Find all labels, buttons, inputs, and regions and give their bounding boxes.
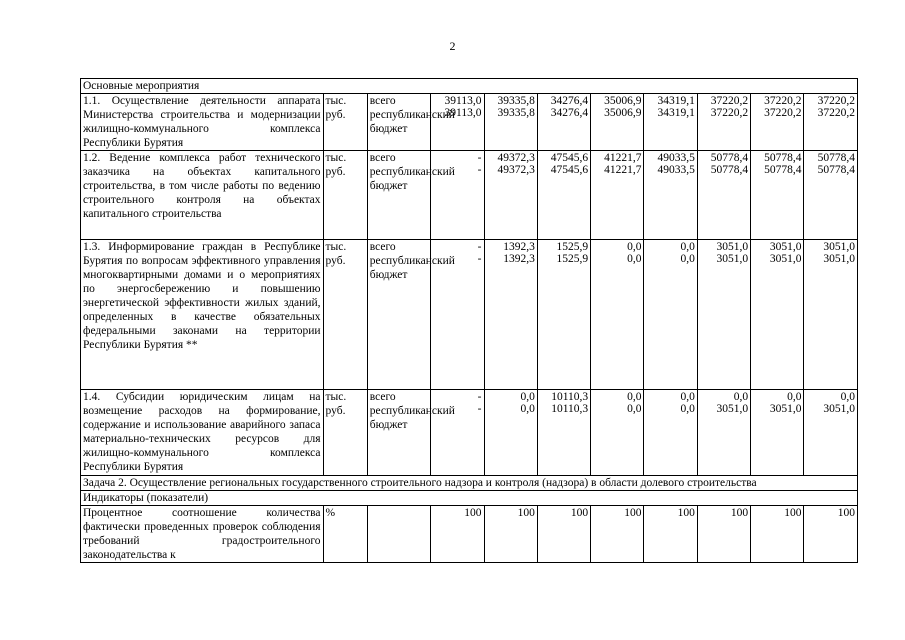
indicators-header-row (81, 491, 858, 506)
value-cell (644, 240, 697, 390)
source-budget: республиканский бюджет (369, 405, 455, 431)
value-budget: 0,0 (627, 403, 642, 415)
value-cell (431, 94, 484, 151)
value-cell (537, 390, 590, 476)
value-total: 35006,9 (604, 95, 642, 107)
activity-row (81, 151, 858, 240)
indicator-name: Процентное соотношение количества фактически проведенных проверок соблюдения требований градостроительного законодательства к (81, 506, 324, 563)
value-budget: 39113,0 (444, 107, 482, 119)
value-total: 39335,8 (497, 95, 535, 107)
value-cell (431, 390, 484, 476)
indicator-row (81, 506, 858, 563)
source-total: всего (369, 152, 396, 164)
value-cell (697, 240, 750, 390)
value-budget: 35006,9 (604, 107, 642, 119)
value-total: 0,0 (733, 391, 749, 403)
indicator-value: 100 (591, 506, 644, 563)
value-budget: 37220,2 (710, 107, 749, 119)
indicator-value: 100 (484, 506, 537, 563)
value-total: 37220,2 (764, 95, 802, 107)
funding-source-cell (367, 390, 455, 476)
value-total: - (477, 241, 482, 253)
value-total: 37220,2 (817, 95, 855, 107)
value-budget: 39335,8 (497, 107, 535, 119)
value-cell (591, 240, 644, 390)
value-budget: 1525,9 (556, 253, 589, 265)
value-total: 47545,6 (550, 152, 589, 164)
value-total: 3051,0 (716, 241, 749, 253)
indicator-unit: % (323, 506, 367, 563)
value-total: - (477, 391, 482, 403)
value-budget: 3051,0 (823, 253, 855, 265)
value-total: 50778,4 (817, 152, 855, 164)
value-cell (431, 151, 484, 240)
value-total: 34319,1 (657, 95, 695, 107)
value-budget: 3051,0 (769, 253, 802, 265)
value-total: 1525,9 (556, 241, 589, 253)
source-budget: республиканский бюджет (369, 255, 455, 281)
value-budget: 1392,3 (503, 253, 535, 265)
value-budget: 3051,0 (769, 403, 802, 415)
value-cell (537, 94, 590, 151)
source-total: всего (369, 241, 396, 253)
page-number: 2 (449, 39, 456, 53)
value-total: 37220,2 (710, 95, 749, 107)
value-budget: - (477, 164, 482, 176)
value-budget: - (477, 403, 482, 415)
value-budget: 34319,1 (657, 107, 695, 119)
value-total: 49033,5 (657, 152, 695, 164)
value-cell (751, 390, 804, 476)
source-total: всего (369, 391, 396, 403)
funding-source-cell (367, 94, 455, 151)
activity-name: 1.3. Информирование граждан в Республике Бурятия по вопросам эффективного управления многоквартирными домами и о мероприятиях по энергосбережению и повышению энергетической эффективности жилых зданий, определенных в качестве обязательных федеральными законами на территории Республики Бурятия ** (81, 240, 324, 390)
indicators-header: Индикаторы (показатели) (81, 491, 858, 506)
value-cell (484, 240, 537, 390)
value-budget: 37220,2 (817, 107, 855, 119)
indicator-value: 100 (431, 506, 484, 563)
value-cell (591, 151, 644, 240)
value-total: - (477, 152, 482, 164)
activity-row (81, 390, 858, 476)
program-table (80, 78, 858, 563)
value-budget: 3051,0 (716, 403, 749, 415)
value-budget: 0,0 (680, 253, 695, 265)
value-cell (804, 390, 858, 476)
indicator-source (367, 506, 430, 563)
value-total: 50778,4 (764, 152, 802, 164)
value-total: 0,0 (787, 391, 802, 403)
value-budget: 50778,4 (710, 164, 749, 176)
value-cell (697, 94, 750, 151)
value-budget: - (477, 253, 482, 265)
value-total: 49372,3 (497, 152, 535, 164)
activity-row (81, 240, 858, 390)
value-budget: 47545,6 (550, 164, 589, 176)
activity-name: 1.1. Осуществление деятельности аппарата Министерства строительства и модернизации жилищно-коммунального комплекса Республики Бурятия (81, 94, 324, 151)
task-title: Задача 2. Осуществление региональных государственного строительного надзора и контроля (надзора) в области долевого строительства (81, 476, 858, 491)
value-total: 3051,0 (823, 241, 855, 253)
section-header: Основные мероприятия (81, 79, 858, 94)
value-cell (537, 240, 590, 390)
value-budget: 37220,2 (764, 107, 802, 119)
value-total: 39113,0 (444, 95, 482, 107)
value-total: 0,0 (520, 391, 535, 403)
value-total: 0,0 (627, 241, 642, 253)
unit-cell: тыс. руб. (323, 240, 367, 390)
value-budget: 0,0 (680, 403, 695, 415)
indicator-value: 100 (644, 506, 697, 563)
funding-source-cell (367, 151, 455, 240)
value-cell (751, 240, 804, 390)
activity-name: 1.4. Субсидии юридическим лицам на возмещение расходов на формирование, содержание и использование аварийного запаса материально-технических ресурсов для жилищно-коммунального комплекса Республики Бурятия (81, 390, 324, 476)
indicator-value: 100 (537, 506, 590, 563)
value-cell (804, 94, 858, 151)
value-budget: 10110,3 (551, 403, 589, 415)
unit-cell: тыс. руб. (323, 151, 367, 240)
section-header-row (81, 79, 858, 94)
value-budget: 3051,0 (716, 253, 749, 265)
indicator-value: 100 (697, 506, 750, 563)
value-total: 0,0 (627, 391, 642, 403)
value-cell (751, 94, 804, 151)
activity-row (81, 94, 858, 151)
value-budget: 0,0 (520, 403, 535, 415)
value-total: 41221,7 (604, 152, 642, 164)
value-cell (644, 151, 697, 240)
value-budget: 50778,4 (817, 164, 855, 176)
source-budget: республиканский бюджет (369, 109, 455, 135)
value-cell (484, 151, 537, 240)
value-cell (644, 390, 697, 476)
value-budget: 41221,7 (604, 164, 642, 176)
source-budget: республиканский бюджет (369, 166, 455, 192)
activity-name: 1.2. Ведение комплекса работ технического заказчика на объектах капитального строительства, в том числе работы по ведению строительного контроля на объектах капитального строительства (81, 151, 324, 240)
value-cell (484, 390, 537, 476)
value-total: 34276,4 (550, 95, 589, 107)
value-cell (697, 151, 750, 240)
value-total: 0,0 (840, 391, 855, 403)
indicator-value: 100 (751, 506, 804, 563)
source-total: всего (369, 95, 396, 107)
value-cell (591, 94, 644, 151)
value-total: 3051,0 (769, 241, 802, 253)
value-cell (697, 390, 750, 476)
value-budget: 0,0 (627, 253, 642, 265)
value-budget: 34276,4 (550, 107, 589, 119)
value-budget: 50778,4 (764, 164, 802, 176)
unit-cell: тыс. руб. (323, 390, 367, 476)
value-cell (537, 151, 590, 240)
indicator-value: 100 (804, 506, 858, 563)
value-cell (804, 151, 858, 240)
value-cell (484, 94, 537, 151)
value-cell (804, 240, 858, 390)
value-total: 50778,4 (710, 152, 749, 164)
value-budget: 49372,3 (497, 164, 535, 176)
value-budget: 49033,5 (657, 164, 695, 176)
funding-source-cell (367, 240, 455, 390)
value-total: 0,0 (680, 241, 695, 253)
value-total: 10110,3 (551, 391, 589, 403)
task-row (81, 476, 858, 491)
unit-cell: тыс. руб. (323, 94, 367, 151)
value-total: 1392,3 (503, 241, 535, 253)
value-cell (751, 151, 804, 240)
value-cell (644, 94, 697, 151)
value-total: 0,0 (680, 391, 695, 403)
value-budget: 3051,0 (823, 403, 855, 415)
value-cell (591, 390, 644, 476)
